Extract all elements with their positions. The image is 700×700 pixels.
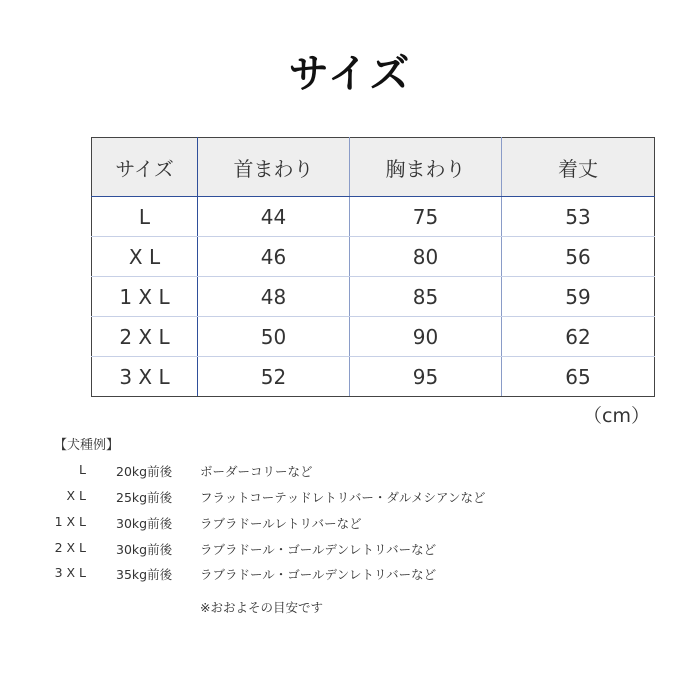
header-chest: 胸まわり	[350, 138, 502, 197]
size-table	[91, 137, 655, 397]
table-row	[92, 277, 655, 317]
breed-examples: ラブラドール・ゴールデンレトリバーなど	[200, 542, 437, 557]
breed-examples-title: 【犬種例】	[54, 438, 120, 453]
breed-examples: フラットコーテッドレトリバー・ダルメシアンなど	[200, 490, 486, 505]
header-neck: 首まわり	[198, 138, 350, 197]
cell-neck: 50	[198, 317, 350, 357]
breed-row	[0, 462, 700, 482]
table-row	[92, 197, 655, 237]
cell-neck: 52	[198, 357, 350, 397]
table-row	[92, 357, 655, 397]
cell-length: 56	[502, 237, 655, 277]
page-title: サイズ	[288, 51, 412, 97]
breed-size: X L	[66, 488, 86, 503]
cell-chest: 80	[350, 237, 502, 277]
cell-length: 65	[502, 357, 655, 397]
cell-chest: 90	[350, 317, 502, 357]
cell-length: 53	[502, 197, 655, 237]
cell-length: 62	[502, 317, 655, 357]
cell-neck: 46	[198, 237, 350, 277]
cell-chest: 85	[350, 277, 502, 317]
breed-weight: 30kg前後	[116, 516, 173, 531]
cell-size: X L	[92, 237, 198, 277]
breed-examples: ラブラドール・ゴールデンレトリバーなど	[200, 567, 437, 582]
cell-size: 2 X L	[92, 317, 198, 357]
breed-row	[0, 514, 700, 534]
size-table-header-row	[92, 138, 655, 197]
breed-weight: 20kg前後	[116, 464, 173, 479]
cell-size: 1 X L	[92, 277, 198, 317]
breed-row	[0, 488, 700, 508]
breed-examples: ボーダーコリーなど	[200, 464, 313, 479]
table-row	[92, 317, 655, 357]
cell-size: L	[92, 197, 198, 237]
approximate-note: ※おおよその目安です	[200, 600, 323, 615]
breed-size: 2 X L	[54, 540, 86, 555]
breed-weight: 25kg前後	[116, 490, 173, 505]
breed-examples: ラブラドールレトリバーなど	[200, 516, 362, 531]
cell-size: 3 X L	[92, 357, 198, 397]
breed-size: 3 X L	[54, 565, 86, 580]
breed-size: L	[79, 462, 86, 477]
cell-chest: 75	[350, 197, 502, 237]
cell-neck: 44	[198, 197, 350, 237]
breed-weight: 30kg前後	[116, 542, 173, 557]
header-size: サイズ	[92, 138, 198, 197]
breed-row	[0, 540, 700, 560]
unit-label: （cm）	[583, 405, 650, 427]
cell-length: 59	[502, 277, 655, 317]
breed-size: 1 X L	[54, 514, 86, 529]
header-length: 着丈	[502, 138, 655, 197]
breed-row	[0, 565, 700, 585]
table-row	[92, 237, 655, 277]
cell-chest: 95	[350, 357, 502, 397]
breed-weight: 35kg前後	[116, 567, 173, 582]
cell-neck: 48	[198, 277, 350, 317]
